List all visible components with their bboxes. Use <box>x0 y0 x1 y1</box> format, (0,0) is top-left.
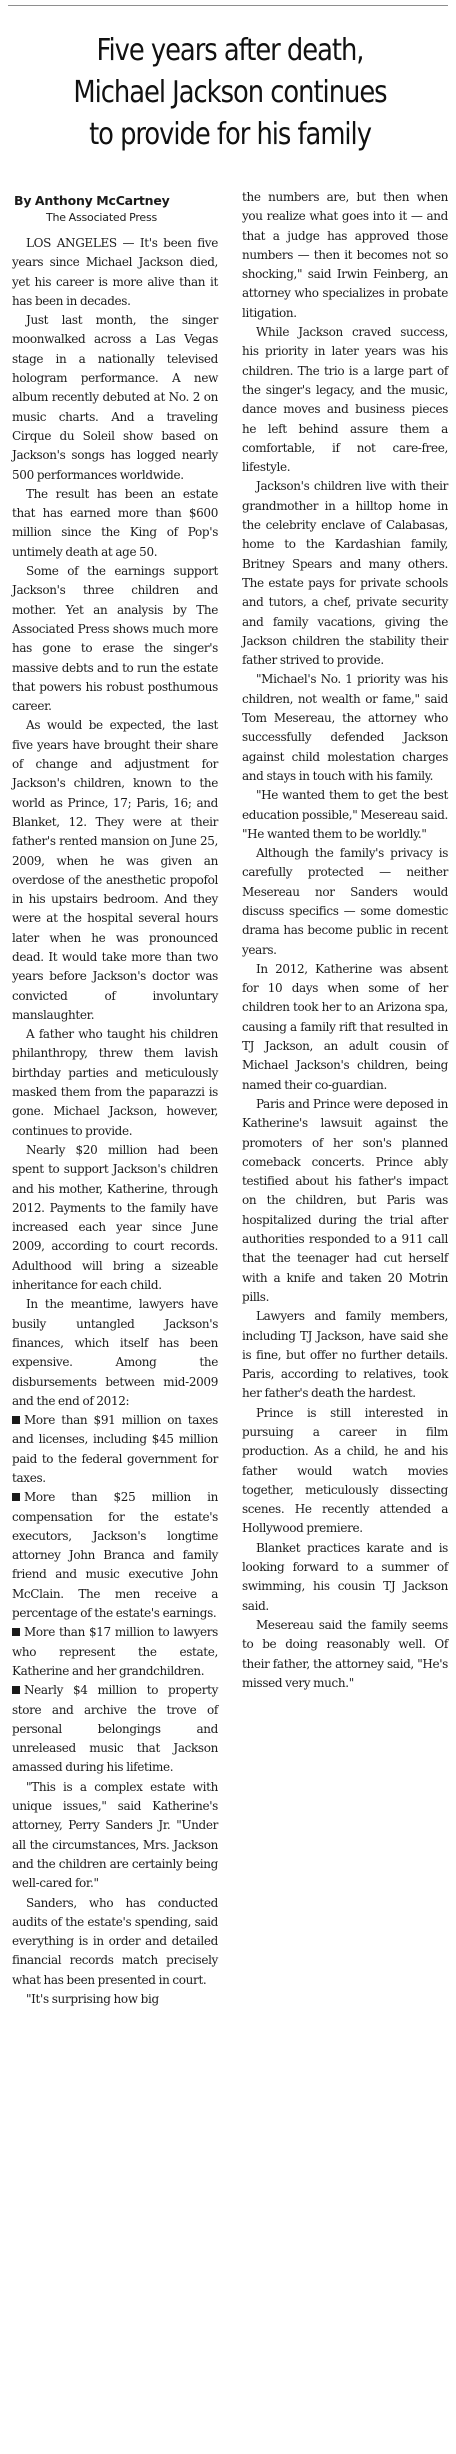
paragraph: Just last month, the singer moonwalked across a Las Vegas stage in a nationally televised hologram performance. A new album recently debuted at No. 2 on music charts. And a traveling Cirque du Soleil show based on Jackson's songs has logged nearly 500 performances worldwide. <box>12 313 218 482</box>
square-bullet-icon <box>12 1686 20 1694</box>
square-bullet-icon <box>12 1493 20 1501</box>
paragraph: "This is a complex estate with unique issues," said Katherine's attorney, Perry Sanders Jr. "Under all the circumstances, Mrs. Jackson and the children are certainly being well-cared for." <box>12 1779 218 1891</box>
paragraph: Sanders, who has conducted audits of the estate's spending, said everything is in order and detailed financial records match precisely what has been presented in court. <box>12 1895 218 1987</box>
paragraph: A father who taught his children philanthropy, threw them lavish birthday parties and meticulously masked them from the paparazzi is gone. Michael Jackson, however, continues to provide. <box>12 1027 218 1138</box>
headline-line-2: Michael Jackson continues <box>73 75 387 110</box>
paragraph: Although the family's privacy is carefully protected — neither Mesereau nor Sanders would discuss specifics — some domestic drama has become public in recent years. <box>242 846 448 957</box>
headline <box>43 0 418 156</box>
article-columns <box>12 188 448 2009</box>
paragraph: Paris and Prince were deposed in Katherine's lawsuit against the promoters of her son's planned comeback concerts. Prince ably testified about his father's impact on the children, but Paris was hospitalized during the trial after authorities responded to a 911 call that the teenager had cut herself with a knife and taken 20 Motrin pills. <box>242 1096 448 1304</box>
bullet-item <box>12 1411 218 1488</box>
paragraph: Some of the earnings support Jackson's three children and mother. Yet an analysis by The Associated Press shows much more has gone to erase the singer's massive debts and to run the estate that powers his robust posthumous career. <box>12 564 218 714</box>
paragraph: Nearly $20 million had been spent to support Jackson's children and his mother, Katherine, through 2012. Payments to the family have increased each year since June 2009, according to court records. Adulthood will bring a sizeable inheritance for each child. <box>12 1142 218 1293</box>
paragraph: Mesereau said the family seems to be doing reasonably well. Of their father, the attorney said, "He's missed very much." <box>242 1617 448 1690</box>
paragraph: The result has been an estate that has earned more than $600 million since the King of Pop's untimely death at age 50. <box>12 486 218 559</box>
paragraph: "Michael's No. 1 priority was his children, not wealth or fame," said Tom Mesereau, the attorney who successfully defended Jackson against child molestation charges and stays in touch with his family. <box>242 672 448 783</box>
paragraph: Prince is still interested in pursuing a career in film production. As a child, he and his father would watch movies together, meticulously dissecting scenes. He recently attended a Hollywood premiere. <box>242 1405 448 1536</box>
bullet-text: More than $91 million on taxes and licenses, including $45 million paid to the federal government for taxes. <box>12 1413 218 1485</box>
paragraph: Lawyers and family members, including TJ Jackson, have said she is fine, but offer no further details. Paris, according to relatives, took her father's death the hardest. <box>242 1309 448 1401</box>
bullet-item <box>12 1488 218 1623</box>
bullet-item <box>12 1681 218 1777</box>
byline-agency: The Associated Press <box>46 211 158 224</box>
headline-line-3: to provide for his family <box>89 117 371 152</box>
paragraph: Jackson's children live with their grandmother in a hilltop home in the celebrity enclave of Calabasas, home to the Kardashian family, Britney Spears and many others. The estate pays for private schools and tutors, a chef, private security and family vacations, giving the Jackson children the stability their father strived to provide. <box>242 479 448 668</box>
bullet-item <box>12 1623 218 1681</box>
square-bullet-icon <box>12 1416 20 1424</box>
bullet-text: More than $17 million to lawyers who represent the estate, Katherine and her grandchildren. <box>12 1625 218 1678</box>
article-column-left <box>12 188 218 2009</box>
paragraph: Blanket practices karate and is looking forward to a summer of swimming, his cousin TJ Jackson said. <box>242 1540 448 1613</box>
bullet-text: Nearly $4 million to property store and archive the trove of personal belongings and unreleased music that Jackson amassed during his lifetime. <box>12 1683 218 1775</box>
bullet-text: More than $25 million in compensation for the estate's executors, Jackson's longtime attorney John Branca and family friend and music executive John McClain. The men receive a percentage of the estate's earnings. <box>12 1490 218 1621</box>
square-bullet-icon <box>12 1628 20 1636</box>
article-column-right <box>242 188 448 2009</box>
paragraph: "It's surprising how big <box>26 1992 159 2007</box>
paragraph: In 2012, Katherine was absent for 10 days when some of her children took her to an Arizona spa, causing a family rift that resulted in TJ Jackson, an adult cousin of Michael Jackson's children, being named their co-guardian. <box>242 961 448 1092</box>
headline-line-1: Five years after death, <box>96 33 364 68</box>
paragraph: While Jackson craved success, his priority in later years was his children. The trio is a large part of the singer's legacy, and the music, dance moves and business pieces he left behind assure them a comfortable, if not care-free, lifestyle. <box>242 325 448 475</box>
paragraph: the numbers are, but then when you realize what goes into it — and that a judge has approved those numbers — then it becomes not so shocking," said Irwin Feinberg, an attorney who specializes in probate litigation. <box>242 190 448 320</box>
byline-author: By Anthony McCartney <box>14 193 170 208</box>
paragraph: In the meantime, lawyers have busily untangled Jackson's finances, which itself has been expensive. Among the disbursements between mid-2009 and the end of 2012: <box>12 1297 218 1408</box>
paragraph: As would be expected, the last five years have brought their share of change and adjustment for Jackson's children, known to the world as Prince, 17; Paris, 16; and Blanket, 12. They were at their father's rented mansion on June 25, 2009, when he was given an overdose of the anesthetic propofol in his upstairs bedroom. And they were at the hospital several hours later when he was pronounced dead. It would take more than two years before Jackson's doctor was convicted of involuntary manslaughter. <box>12 718 218 1022</box>
paragraph: LOS ANGELES — It's been five years since Michael Jackson died, yet his career is more alive than it has been in decades. <box>12 236 218 308</box>
paragraph: "He wanted them to get the best education possible," Mesereau said. "He wanted them to be worldly." <box>242 788 448 841</box>
